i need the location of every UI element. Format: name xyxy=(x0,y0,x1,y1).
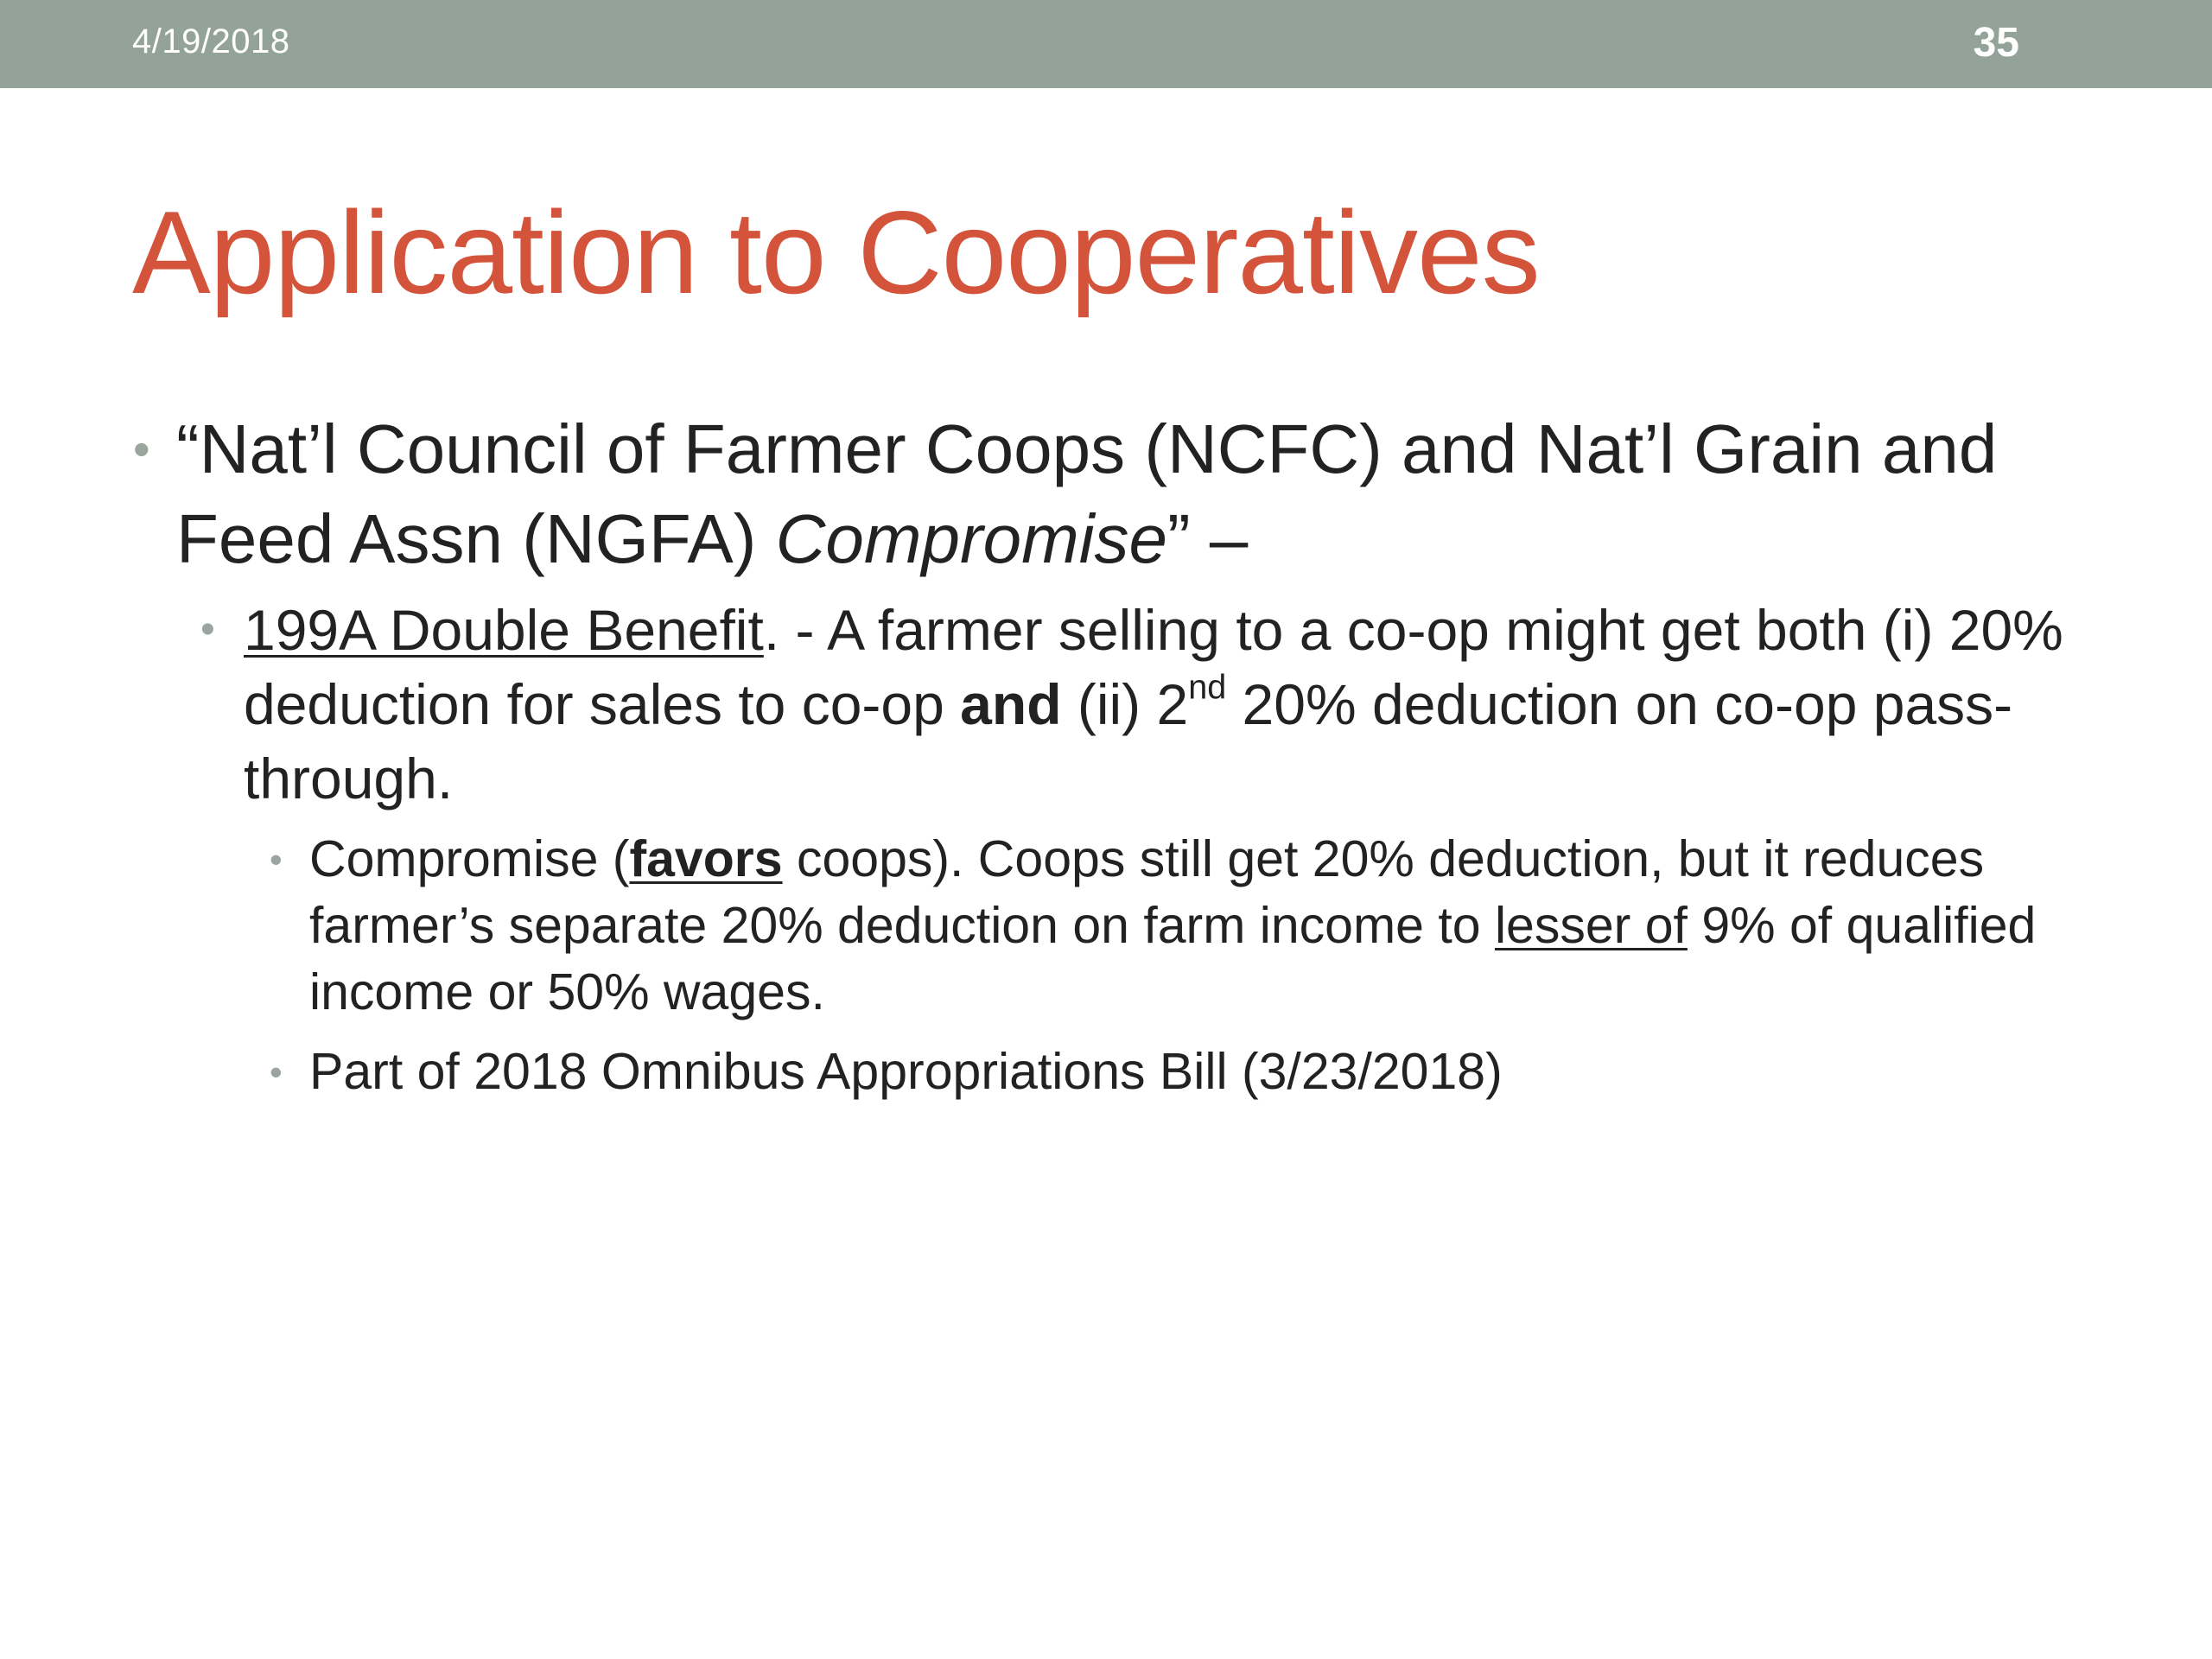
slide-title: Application to Cooperatives xyxy=(132,187,1540,318)
bullet3-bold-favors: favors xyxy=(629,830,783,887)
bullet-dot-icon: • xyxy=(270,839,283,880)
bullet-level3-omnibus xyxy=(270,1039,2089,1105)
slide-number: 35 xyxy=(1973,20,2019,66)
bullet2-bold-and: and xyxy=(960,672,1062,736)
bullet-level1 xyxy=(133,404,2060,584)
bullet-dot-icon: • xyxy=(133,422,150,476)
bullet-dot-icon: • xyxy=(270,1052,283,1092)
bullet4-text: Part of 2018 Omnibus Appropriations Bill (3/23/2018) xyxy=(309,1043,1503,1100)
bullet2-superscript: nd xyxy=(1188,668,1227,707)
bullet2-text-1: . - A farmer selling to a co-op might get both (i) 20% deduction for sales to co-op xyxy=(244,598,2063,736)
bullet1-italic-compromise: Compromise xyxy=(775,500,1167,577)
bullet-dot-icon: • xyxy=(200,607,215,652)
header-bar xyxy=(0,0,2212,88)
bullet2-text-3: 20% deduction on co-op pass-through. xyxy=(244,672,2013,810)
bullet2-text-2: (ii) 2 xyxy=(1061,672,1189,736)
bullet3-text-3: 9% of qualified income or 50% wages. xyxy=(309,897,2037,1020)
bullet-level3-compromise xyxy=(270,826,2089,1026)
bullet3-text-2: coops). Coops still get 20% deduction, but it reduces farmer’s separate 20% deduction on farm income to xyxy=(309,830,1985,954)
bullet3-underlined-lesser-of: lesser of xyxy=(1494,897,1688,954)
bullet1-text-end: ” – xyxy=(1167,500,1249,577)
bullet3-text-1: Compromise ( xyxy=(309,830,630,887)
bullet2-heading: 199A Double Benefit xyxy=(244,598,764,662)
bullet-level2 xyxy=(200,593,2093,816)
bullet1-text-start: “Nat’l Council of Farmer Coops (NCFC) and Nat’l Grain and Feed Assn (NGFA) xyxy=(176,410,1998,577)
slide-date: 4/19/2018 xyxy=(132,22,290,60)
